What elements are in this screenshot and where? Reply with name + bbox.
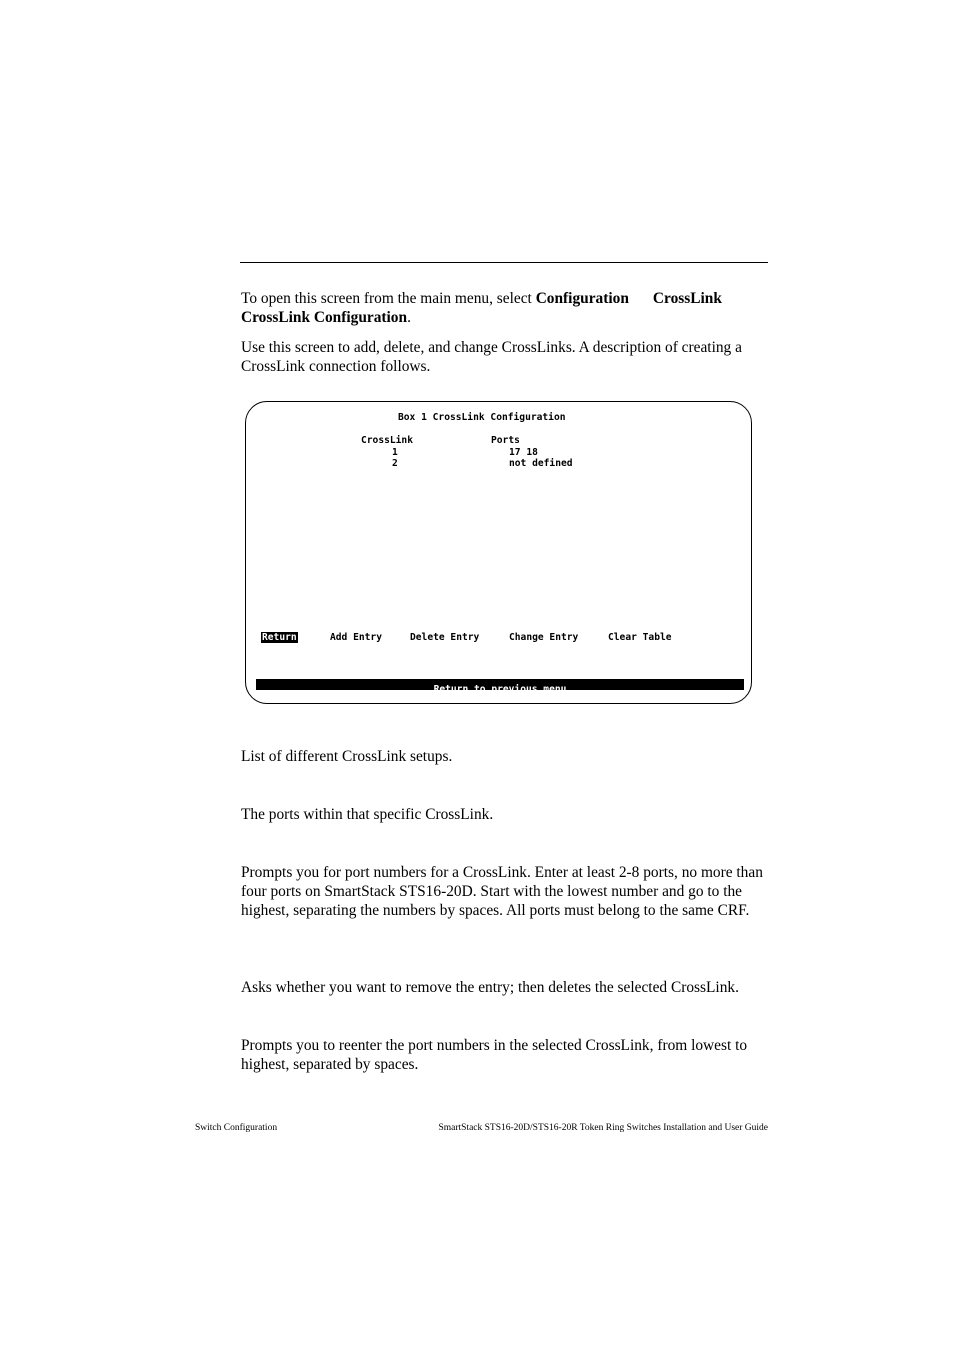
change-entry-button[interactable]: Change Entry (509, 632, 579, 643)
clear-table-button[interactable]: Clear Table (608, 632, 672, 643)
section-rule (240, 262, 768, 263)
column-header-ports: Ports (491, 435, 520, 446)
column-header-crosslink: CrossLink (361, 435, 413, 446)
table-row-ports[interactable]: 17 18 (509, 447, 538, 458)
footer-section: Switch Configuration (195, 1123, 278, 1133)
menu-path-configuration: Configuration (535, 290, 629, 307)
definition-change-entry: Prompts you to reenter the port numbers in the selected CrossLink, from lowest to highest, separated by spaces. (241, 1037, 748, 1073)
return-button[interactable]: Return (262, 632, 297, 643)
definition-ports: The ports within that specific CrossLink. (241, 806, 494, 823)
status-bar (256, 679, 744, 695)
table-row-ports[interactable]: not defined (509, 458, 573, 469)
status-text: Return to previous menu (433, 684, 567, 695)
table-row-crosslink[interactable]: 2 (392, 458, 398, 469)
definition-delete-entry: Asks whether you want to remove the entry; then deletes the selected CrossLink. (241, 979, 739, 996)
table-row-crosslink[interactable]: 1 (392, 447, 398, 458)
intro-navigation (241, 289, 771, 327)
menu-path-crosslink-configuration: CrossLink Configuration (241, 309, 408, 326)
menu-path-crosslink: CrossLink (652, 290, 722, 307)
delete-entry-button[interactable]: Delete Entry (410, 632, 480, 643)
intro-prefix: To open this screen from the main menu, select (241, 290, 536, 307)
intro-suffix: . (407, 309, 411, 326)
add-entry-button[interactable]: Add Entry (330, 632, 382, 643)
intro-description: Use this screen to add, delete, and change CrossLinks. A description of creating a CrossLink connection follows. (241, 339, 742, 375)
crosslink-configuration-screen (245, 401, 752, 704)
definition-add-entry: Prompts you for port numbers for a CrossLink. Enter at least 2-8 ports, no more than four ports on SmartStack STS16-20D. Start with the lowest number and go to the highest, separating the numbers by spaces. All ports must belong to the same CRF. (241, 864, 763, 919)
definition-crosslink: List of different CrossLink setups. (241, 748, 453, 765)
screen-title: Box 1 CrossLink Configuration (398, 412, 566, 423)
footer-guide-title: SmartStack STS16-20D/STS16-20R Token Ring Switches Installation and User Guide (438, 1123, 768, 1133)
